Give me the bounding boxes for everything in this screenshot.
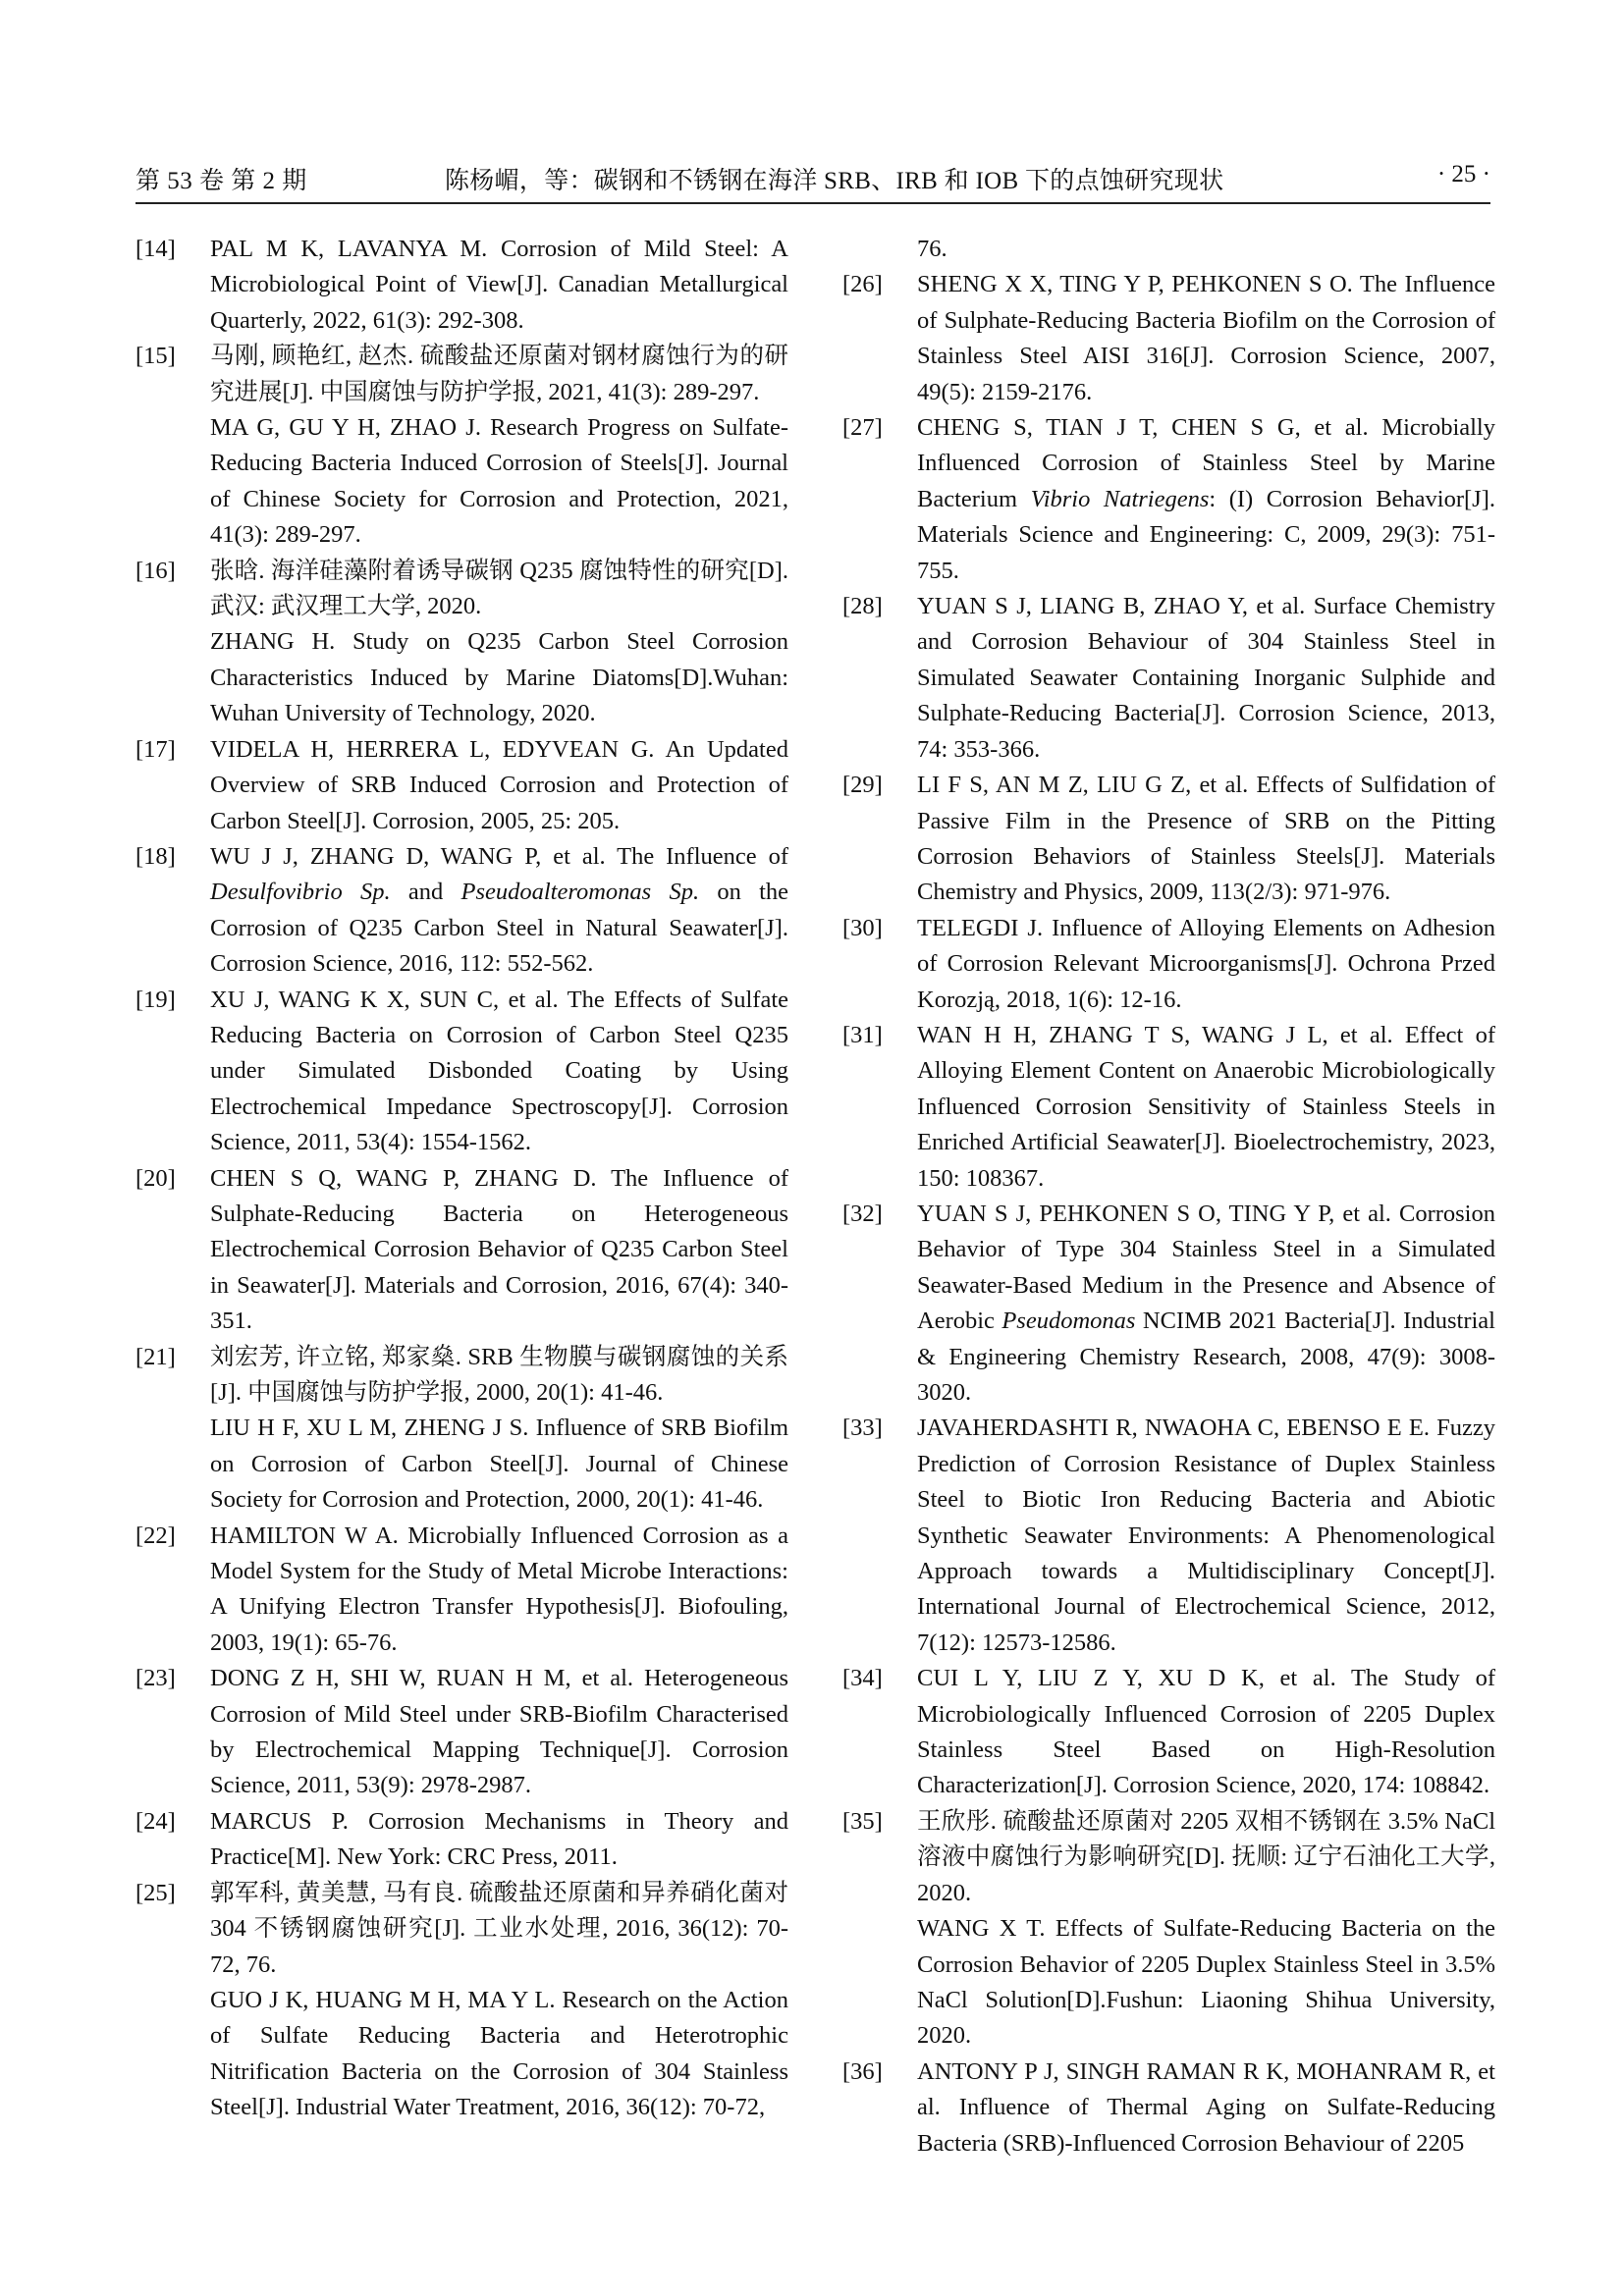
reference-fragment: and — [390, 879, 461, 906]
references-right-column — [842, 232, 1495, 2162]
page-number: · 25 · — [1436, 161, 1490, 187]
reference-item — [135, 339, 788, 553]
reference-item — [842, 267, 1495, 410]
reference-text: GUO J K, HUANG M H, MA Y L. Research on the Action of Sulfate Reducing Bacteria and Heterotrophic Nitrification Bacteria on the Corrosion of 304 Stainless Steel[J]. Industrial Water Treatment, 2016, 36(12): 70-72, — [210, 1986, 788, 2121]
reference-number: [21] — [135, 1343, 176, 1370]
reference-item — [135, 1340, 788, 1519]
reference-text — [210, 839, 788, 983]
reference-number: [20] — [135, 1164, 176, 1192]
reference-text: DONG Z H, SHI W, RUAN H M, et al. Heterogeneous Corrosion of Mild Steel under SRB-Biofilm Characterised by Electrochemical Mapping Technique[J]. Corrosion Science, 2011, 53(9): 2978-2987. — [210, 1665, 788, 1799]
reference-number: [26] — [842, 271, 883, 298]
reference-item — [135, 732, 788, 839]
reference-item — [842, 1197, 1495, 1411]
reference-text — [917, 410, 1495, 589]
reference-number: [30] — [842, 914, 883, 941]
reference-text: SHENG X X, TING Y P, PEHKONEN S O. The Influence of Sulphate-Reducing Bacteria Biofilm on the Corrosion of Stainless Steel AISI 316[J]. Corrosion Science, 2007, 49(5): 2159-2176. — [917, 271, 1495, 405]
reference-text: 马刚, 顾艳红, 赵杰. 硫酸盐还原菌对钢材腐蚀行为的研究进展[J]. 中国腐蚀与防护学报, 2021, 41(3): 289-297. — [210, 343, 788, 405]
reference-number: [18] — [135, 842, 176, 870]
reference-text: VIDELA H, HERRERA L, EDYVEAN G. An Updated Overview of SRB Induced Corrosion and Protection of Carbon Steel[J]. Corrosion, 2005, 25: 205. — [210, 735, 788, 834]
reference-item — [842, 1661, 1495, 1804]
reference-number: [25] — [135, 1879, 176, 1906]
reference-text: PAL M K, LAVANYA M. Corrosion of Mild Steel: A Microbiological Point of View[J]. Canadian Metallurgical Quarterly, 2022, 61(3): 292-308. — [210, 236, 788, 334]
reference-number: [19] — [135, 986, 176, 1013]
reference-fragment: YUAN S J, PEHKONEN S O, TING Y P, et al. Corrosion Behavior of Type 304 Stainless Steel in a Simulated Seawater-Based Medium in the Presence and Absence of Aerobic — [917, 1200, 1495, 1335]
reference-item — [135, 983, 788, 1161]
reference-number: [34] — [842, 1665, 883, 1692]
reference-fragment: CHENG S, TIAN J T, CHEN S G, et al. Microbially Influenced Corrosion of Stainless Steel by Marine Bacterium — [917, 414, 1495, 512]
reference-number: [31] — [842, 1021, 883, 1048]
reference-item — [842, 2055, 1495, 2162]
references-left-column — [135, 232, 788, 2126]
reference-fragment: on the Corrosion of Q235 Carbon Steel in Natural Seawater[J]. Corrosion Science, 2016, 112: 552-562. — [210, 879, 788, 978]
reference-number: [14] — [135, 236, 176, 262]
reference-text: JAVAHERDASHTI R, NWAOHA C, EBENSO E E. Fuzzy Prediction of Corrosion Resistance of Duplex Stainless Steel to Biotic Iron Reducing Bacteria and Abiotic Synthetic Seawater Environments: A Phenomenological Approach towards a Multidisciplinary Concept[J]. International Journal of Electrochemical Science, 2012, 7(12): 12573-12586. — [917, 1415, 1495, 1656]
reference-text: MARCUS P. Corrosion Mechanisms in Theory and Practice[M]. New York: CRC Press, 2011. — [210, 1807, 788, 1871]
reference-item — [135, 1161, 788, 1340]
running-header — [135, 157, 1490, 196]
species-name: Pseudoalteromonas Sp. — [460, 879, 700, 906]
reference-fragment: NCIMB 2021 Bacteria[J]. Industrial & Engineering Chemistry Research, 2008, 47(9): 3008- 3020. — [917, 1308, 1495, 1406]
reference-text: YUAN S J, LIANG B, ZHAO Y, et al. Surface Chemistry and Corrosion Behaviour of 304 Stainless Steel in Simulated Seawater Containing Inorganic Sulphide and Sulphate-Reducing Bacteria[J]. Corrosion Science, 2013, 74: 353-366. — [917, 593, 1495, 763]
reference-item — [842, 1018, 1495, 1197]
reference-item — [135, 232, 788, 339]
reference-number: [16] — [135, 557, 176, 584]
reference-text: CHEN S Q, WANG P, ZHANG D. The Influence of Sulphate-Reducing Bacteria on Heterogeneous Electrochemical Corrosion Behavior of Q235 Carbon Steel in Seawater[J]. Materials and Corrosion, 2016, 67(4): 340-351. — [210, 1164, 788, 1335]
reference-item — [842, 768, 1495, 911]
reference-text: XU J, WANG K X, SUN C, et al. The Effects of Sulfate Reducing Bacteria on Corrosion of Carbon Steel Q235 under Simulated Disbonded Coating by Using Electrochemical Impedance Spectroscopy[J]. Corrosion Science, 2011, 53(4): 1554-1562. — [210, 986, 788, 1156]
reference-number: [29] — [842, 772, 883, 799]
reference-text: 张晗. 海洋硅藻附着诱导碳钢 Q235 腐蚀特性的研究[D]. 武汉: 武汉理工大学, 2020. — [210, 557, 788, 620]
reference-number: [15] — [135, 343, 176, 370]
reference-item — [842, 1804, 1495, 2055]
reference-item — [135, 1519, 788, 1662]
reference-item — [842, 1411, 1495, 1661]
reference-item — [135, 1876, 788, 2126]
reference-number: [28] — [842, 593, 883, 620]
reference-text: CUI L Y, LIU Z Y, XU D K, et al. The Study of Microbiologically Influenced Corrosion of 2205 Duplex Stainless Steel Based on High-Resolution Characterization[J]. Corrosion Science, 2020, 174: 108842. — [917, 1665, 1495, 1799]
reference-item — [842, 410, 1495, 589]
reference-text: ANTONY P J, SINGH RAMAN R K, MOHANRAM R, et al. Influence of Thermal Aging on Sulfate-Reducing Bacteria (SRB)-Influenced Corrosion Behaviour of 2205 — [917, 2057, 1495, 2157]
reference-number: [17] — [135, 735, 176, 763]
reference-text: LIU H F, XU L M, ZHENG J S. Influence of SRB Biofilm on Corrosion of Carbon Steel[J]. Journal of Chinese Society for Corrosion and Protection, 2000, 20(1): 41-46. — [210, 1415, 788, 1514]
reference-item — [135, 1804, 788, 1876]
reference-text: 郭军科, 黄美慧, 马有良. 硫酸盐还原菌和异养硝化菌对 304 不锈钢腐蚀研究[J]. 工业水处理, 2016, 36(12): 70-72, 76. — [210, 1879, 788, 1978]
reference-number: [33] — [842, 1415, 883, 1442]
reference-text: MA G, GU Y H, ZHAO J. Research Progress on Sulfate-Reducing Bacteria Induced Corrosion of Steels[J]. Journal of Chinese Society for Corrosion and Protection, 2021, 41(3): 289-297. — [210, 414, 788, 549]
reference-number: [23] — [135, 1665, 176, 1692]
reference-text: 王欣彤. 硫酸盐还原菌对 2205 双相不锈钢在 3.5% NaCl 溶液中腐蚀行为影响研究[D]. 抚顺: 辽宁石油化工大学, 2020. — [917, 1807, 1495, 1906]
volume-issue: 第 53 卷 第 2 期 — [135, 168, 307, 194]
species-name: Pseudomonas — [1001, 1308, 1136, 1335]
reference-item — [135, 1661, 788, 1804]
reference-fragment: : (I) Corrosion Behavior[J]. Materials Science and Engineering: C, 2009, 29(3): 751-755. — [917, 485, 1495, 584]
reference-text: ZHANG H. Study on Q235 Carbon Steel Corrosion Characteristics Induced by Marine Diatoms[D].Wuhan: Wuhan University of Technology, 2020. — [210, 628, 788, 727]
species-name: Desulfovibrio Sp. — [210, 879, 391, 906]
continued-reference-text: 76. — [917, 236, 947, 262]
reference-text — [917, 1197, 1495, 1411]
reference-number: [22] — [135, 1522, 176, 1549]
reference-text: LI F S, AN M Z, LIU G Z, et al. Effects of Sulfidation of Passive Film in the Presence of SRB on the Pitting Corrosion Behaviors of Stainless Steels[J]. Materials Chemistry and Physics, 2009, 113(2/3): 971-976. — [917, 772, 1495, 906]
reference-item — [842, 589, 1495, 768]
references-right-list — [842, 267, 1495, 2162]
reference-number: [27] — [842, 414, 883, 442]
reference-text: WAN H H, ZHANG T S, WANG J L, et al. Effect of Alloying Element Content on Anaerobic Microbiologically Influenced Corrosion Sensitivity of Stainless Steels in Enriched Artificial Seawater[J]. Bioelectrochemistry, 2023, 150: 108367. — [917, 1021, 1495, 1192]
reference-number: [32] — [842, 1200, 883, 1227]
reference-text: WANG X T. Effects of Sulfate-Reducing Bacteria on the Corrosion Behavior of 2205 Duplex Stainless Steel in 3.5% NaCl Solution[D].Fushun: Liaoning Shihua University, 2020. — [917, 1915, 1495, 2050]
reference-text: TELEGDI J. Influence of Alloying Elements on Adhesion of Corrosion Relevant Microorganisms[J]. Ochrona Przed Korozją, 2018, 1(6): 12-16. — [917, 914, 1495, 1013]
reference-number: [35] — [842, 1807, 883, 1835]
reference-text: 刘宏芳, 许立铭, 郑家燊. SRB 生物膜与碳钢腐蚀的关系[J]. 中国腐蚀与防护学报, 2000, 20(1): 41-46. — [210, 1343, 788, 1406]
reference-number: [36] — [842, 2057, 883, 2085]
reference-number: [24] — [135, 1807, 176, 1835]
reference-item — [135, 839, 788, 983]
reference-item — [135, 554, 788, 732]
species-name: Vibrio Natriegens — [1030, 485, 1210, 512]
header-rule — [135, 202, 1490, 204]
reference-item — [842, 911, 1495, 1018]
reference-text: HAMILTON W A. Microbially Influenced Corrosion as a Model System for the Study of Metal Microbe Interactions: A Unifying Electron Transfer Hypothesis[J]. Biofouling, 2003, 19(1): 65-76. — [210, 1522, 788, 1656]
reference-fragment: WU J J, ZHANG D, WANG P, et al. The Influence of — [210, 842, 788, 870]
running-title: 陈杨嵋，等：碳钢和不锈钢在海洋 SRB、IRB 和 IOB 下的点蚀研究现状 — [445, 168, 1224, 194]
